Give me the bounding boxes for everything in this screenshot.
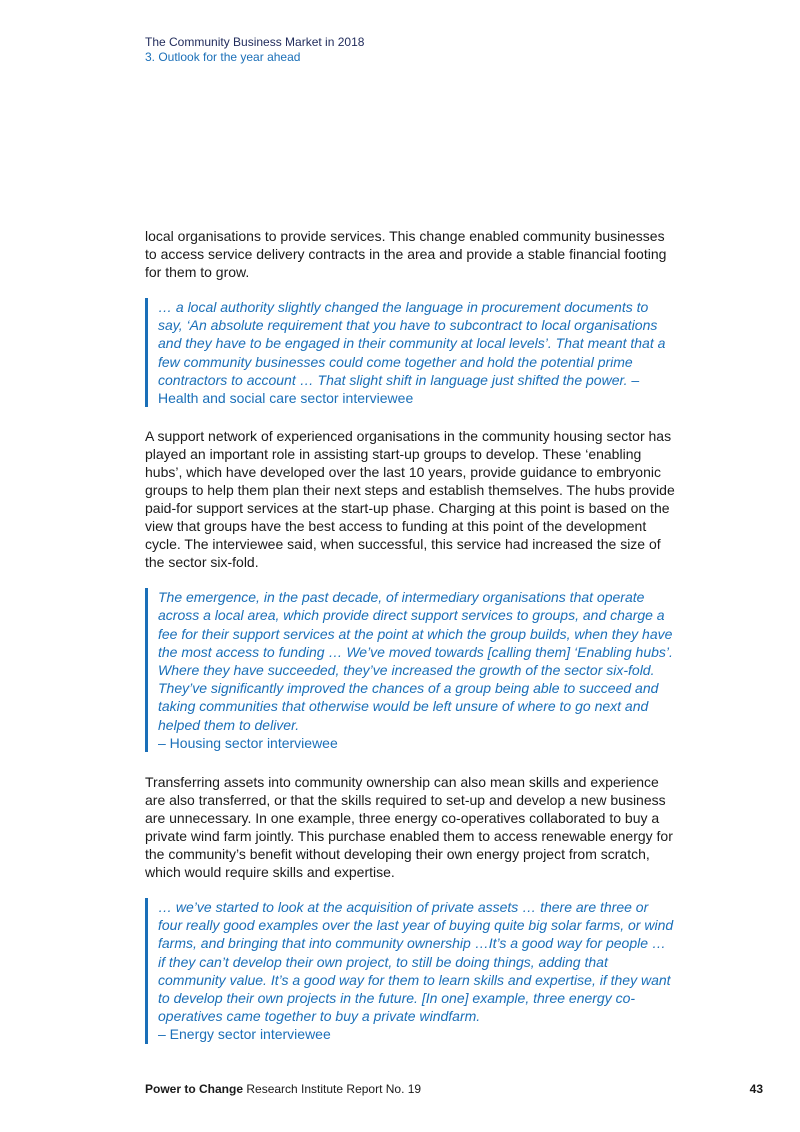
running-header [145,35,364,65]
main-content [145,227,675,1044]
section-title: 3. Outlook for the year ahead [145,50,301,64]
page-number: 43 [749,1082,763,1096]
quote-text: The emergence, in the past decade, of intermediary organisations that operate across a local area, which provide direct support services to groups, and charge a fee for their support services at the point at which the group builds, when they have the most access to funding … We’ve moved towards [calling them] ‘Enabling hubs’. Where they have succeeded, they’ve increased the growth of the sector six-fold. They’ve significantly improved the chances of a group being able to succeed and taking communities that otherwise would be left unsure of where to go next and helped them to deliver. [158,589,673,733]
footer-brand: Power to Change [145,1082,244,1096]
quote-attribution: – Energy sector interviewee [158,1026,331,1043]
quote-text: … we’ve started to look at the acquisition of private assets … there are three or four really good examples over the last year of buying quite big solar farms, or wind farms, and bringing that into community ownership …It’s a good way for people … if they can’t develop their own project, to still be doing things, adding that community value. It’s a good way for them to learn skills and expertise, if they want to develop their own projects in the future. [In one] example, three energy co-operatives came together to buy a private windfarm. [158,899,674,1025]
pull-quote [145,588,675,752]
document-title: The Community Business Market in 2018 [145,35,365,49]
body-paragraph: local organisations to provide services. This change enabled community businesses to access service delivery contracts in the area and provide a stable financial footing for them to grow. [145,228,667,280]
quote-attribution: – Housing sector interviewee [158,734,338,751]
pull-quote [145,298,675,407]
footer-report-name: Research Institute Report No. 19 [243,1082,422,1096]
page-footer [145,1082,763,1097]
quote-text: … a local authority slightly changed the language in procurement documents to say, ‘An absolute requirement that you have to subcontract to local organisations and they have to be engaged in their community at local levels’. That meant that a few community businesses could come together and hold the potential prime contractors to account … That slight shift in language just shifted the power. [158,299,666,388]
body-paragraph: A support network of experienced organisations in the community housing sector has played an important role in assisting start-up groups to develop. These ‘enabling hubs’, which have developed over the last 10 years, provide guidance to embryonic groups to help them plan their next steps and establish themselves. The hubs provide paid-for support services at the start-up phase. Charging at this point is based on the view that groups have the best access to funding at this point of the development cycle. The interviewee said, when successful, this service had increased the size of the sector six-fold. [145,428,675,571]
body-paragraph: Transferring assets into community ownership can also mean skills and experience are also transferred, or that the skills required to set-up and develop a new business are unnecessary. In one example, three energy co-operatives collaborated to buy a private wind farm jointly. This purchase enabled them to access renewable energy for the community’s benefit without developing their own energy project from scratch, which would require skills and expertise. [145,774,673,881]
quote-attribution: – Health and social care sector interviewee [158,371,640,407]
pull-quote [145,898,675,1044]
